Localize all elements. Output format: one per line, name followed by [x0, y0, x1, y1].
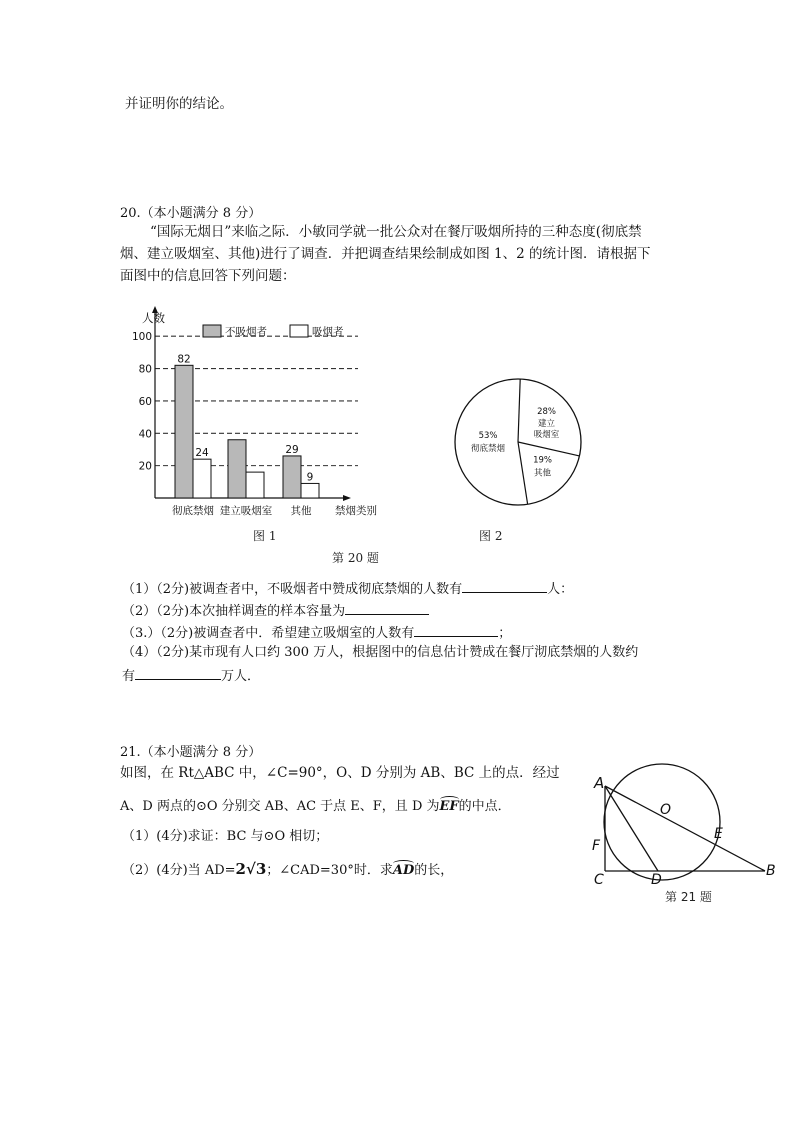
q21-question-2 [122, 862, 453, 877]
pie-pct-1: 53% [478, 430, 498, 441]
q21-line-2 [120, 800, 511, 813]
q20-header: 20.（本小题满分 8 分） [120, 206, 262, 221]
q21-line-2-pre: A、D 两点的⊙O 分别交 AB、AC 于点 E、F，且 D 为 [120, 799, 440, 814]
q20-question-1 [122, 580, 573, 596]
figure-1-caption: 图 1 [253, 529, 277, 543]
q20-intro-line-3: 面图中的信息回答下列问题： [120, 268, 296, 284]
q20-question-3-text: （3.）（2分)被调查者中．希望建立吸烟室的人数有 [122, 626, 415, 641]
legend-swatch-1 [203, 325, 221, 337]
segment-ab [605, 786, 765, 871]
point-label-b: B [766, 863, 776, 879]
point-label-d: D [651, 872, 662, 888]
bar-1-1 [175, 365, 193, 498]
figure-2-caption: 图 2 [479, 529, 503, 543]
problem-20-caption: 第 20 题 [332, 551, 379, 565]
q20-question-1-text: （1）（2分)被调查者中，不吸烟者中赞成彻底禁烟的人数有 [122, 582, 463, 597]
legend-swatch-2 [290, 325, 308, 337]
point-label-e: E [714, 826, 723, 842]
pie-pct-3: 19% [533, 455, 553, 466]
q20-intro-line-2: 烟、建立吸烟室、其他)进行了调查．并把调查结果绘制成如图 1、2 的统计图．请根据下 [120, 246, 651, 262]
answer-blank-1[interactable] [462, 580, 547, 593]
pie-label-2-b: 吸烟室 [533, 430, 560, 441]
point-label-f: F [592, 838, 601, 854]
pie-label-1: 彻底禁烟 [471, 443, 506, 454]
y-tick-label-80: 80 [138, 363, 152, 376]
y-tick-label-60: 60 [138, 395, 152, 408]
bar-2-3 [301, 483, 319, 498]
segment-ad [605, 786, 658, 871]
q20-question-3 [122, 624, 511, 640]
q21-line-1: 如图，在 Rt△ABC 中，∠C=90°，O、D 分别为 AB、BC 上的点．经过 [120, 765, 560, 781]
x-tick-label-3: 其他 [290, 505, 312, 517]
arc-ef: EF [439, 799, 459, 814]
data-label-2-3: 9 [306, 471, 314, 484]
pie-chart-figure-2 [450, 375, 590, 510]
q21-header: 21.（本小题满分 8 分） [120, 745, 262, 760]
q20-question-4 [122, 646, 638, 659]
q21-question-2-pre: （2）(4分)当 AD= [122, 863, 236, 878]
q21-question-1: （1）(4分)求证：BC 与⊙O 相切； [122, 829, 329, 844]
data-label-1-1: 82 [177, 353, 191, 366]
problem-21-caption: 第 21 题 [665, 890, 712, 904]
pie-label-2-a: 建立 [538, 419, 556, 430]
legend-label-2: 吸烟者 [312, 326, 344, 338]
q20-question-1-unit: 人： [547, 582, 574, 597]
q21-line-2-post: 的中点． [458, 799, 511, 814]
bar-1-2 [228, 440, 246, 498]
q19-tail-text: 并证明你的结论。 [125, 96, 233, 112]
bar-2-1 [193, 459, 211, 498]
bar-1-3 [283, 456, 301, 498]
q20-question-4-line-2-pre: 有 [122, 669, 136, 684]
q20-question-4-unit: 万人． [221, 669, 261, 684]
q20-question-2-text: （2）（2分)本次抽样调查的样本容量为 [122, 604, 346, 619]
q20-question-3-unit: ； [498, 626, 512, 641]
x-tick-label-1: 彻底禁烟 [172, 505, 214, 517]
q20-intro-line-1: “国际无烟日”来临之际．小敏同学就一批公众对在餐厅吸烟所持的三种态度(彻底禁 [150, 224, 642, 240]
x-tick-label-2: 建立吸烟室 [219, 505, 273, 517]
y-tick-label-40: 40 [138, 428, 152, 441]
point-label-o: O [660, 802, 672, 818]
q20-question-4-text: （4）（2分)某市现有人口约 300 万人，根据图中的信息估计赞成在餐厅沏底禁烟的人数约 [122, 645, 639, 660]
x-axis-label: 禁烟类别 [335, 505, 377, 517]
answer-blank-3[interactable] [414, 624, 498, 637]
bar-2-2 [246, 472, 264, 498]
ad-length-value: 2√3 [235, 860, 267, 878]
pie-label-3: 其他 [534, 468, 552, 479]
y-tick-label-20: 20 [138, 460, 152, 473]
legend-label-1: 不吸烟者 [225, 326, 267, 338]
bar-chart-figure-1 [130, 305, 410, 520]
arc-ad: AD [392, 863, 415, 878]
q21-question-2-post: 的长， [414, 863, 454, 878]
y-axis-label: 人数 [142, 311, 165, 325]
point-label-a: A [594, 774, 605, 792]
q20-question-4-line-2 [122, 667, 260, 683]
data-label-2-1: 24 [195, 447, 209, 460]
pie-pct-2: 28% [537, 407, 556, 418]
q21-question-2-mid: ；∠CAD=30°时．求 [266, 863, 393, 878]
answer-blank-2[interactable] [345, 602, 429, 615]
circle-o [604, 764, 720, 880]
answer-blank-4[interactable] [135, 667, 221, 680]
q20-question-2 [122, 602, 429, 618]
geometry-figure-21 [585, 760, 785, 910]
y-tick-label-100: 100 [131, 331, 152, 344]
data-label-1-3: 29 [285, 443, 299, 456]
x-axis-arrow [343, 495, 351, 501]
point-label-c: C [594, 872, 604, 888]
